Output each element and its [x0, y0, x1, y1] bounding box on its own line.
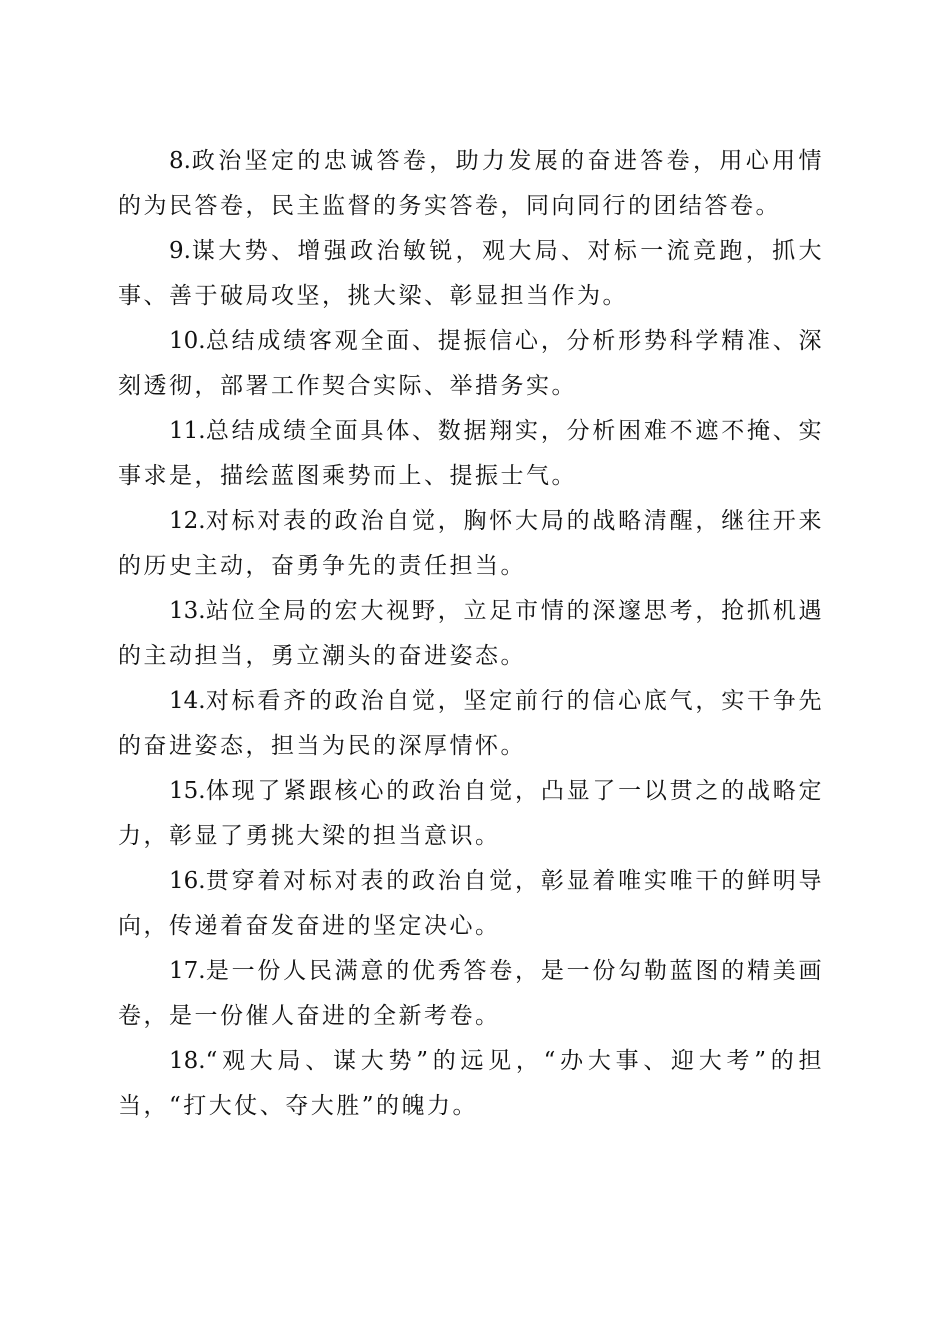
paragraph-text: 站位全局的宏大视野，立足市情的深邃思考，抢抓机遇的主动担当，勇立潮头的奋进姿态。 — [118, 598, 824, 669]
paragraph-12 — [118, 499, 824, 589]
paragraph-text: 贯穿着对标对表的政治自觉，彰显着唯实唯干的鲜明导向，传递着奋发奋进的坚定决心。 — [118, 868, 824, 939]
paragraph-8 — [118, 139, 824, 229]
paragraph-13 — [118, 589, 824, 679]
paragraph-number: 10. — [169, 328, 206, 354]
paragraph-text: 是一份人民满意的优秀答卷，是一份勾勒蓝图的精美画卷，是一份催人奋进的全新考卷。 — [118, 958, 824, 1029]
paragraph-number: 17. — [169, 958, 206, 984]
paragraph-18 — [118, 1039, 824, 1129]
paragraph-number: 16. — [169, 868, 206, 894]
paragraph-10 — [118, 319, 824, 409]
paragraph-text: 对标看齐的政治自觉，坚定前行的信心底气，实干争先的奋进姿态，担当为民的深厚情怀。 — [118, 688, 824, 759]
paragraph-number: 18. — [169, 1048, 206, 1074]
paragraph-15 — [118, 769, 824, 859]
paragraph-11 — [118, 409, 824, 499]
paragraph-number: 8. — [169, 148, 191, 174]
paragraph-number: 12. — [169, 508, 206, 534]
paragraph-number: 14. — [169, 688, 206, 714]
paragraph-number: 11. — [169, 418, 206, 444]
paragraph-14 — [118, 679, 824, 769]
paragraph-text: “观大局、谋大势”的远见，“办大事、迎大考”的担当，“打大仗、夺大胜”的魄力。 — [118, 1048, 824, 1119]
paragraph-text: 政治坚定的忠诚答卷，助力发展的奋进答卷，用心用情的为民答卷，民主监督的务实答卷，同向同行的团结答卷。 — [118, 148, 824, 219]
paragraph-17 — [118, 949, 824, 1039]
paragraph-number: 13. — [169, 598, 206, 624]
paragraph-number: 15. — [169, 778, 206, 804]
paragraph-9 — [118, 229, 824, 319]
paragraph-number: 9. — [169, 238, 191, 264]
paragraph-text: 谋大势、增强政治敏锐，观大局、对标一流竞跑，抓大事、善于破局攻坚，挑大梁、彰显担当作为。 — [118, 238, 824, 309]
paragraph-text: 体现了紧跟核心的政治自觉，凸显了一以贯之的战略定力，彰显了勇挑大梁的担当意识。 — [118, 778, 824, 849]
paragraph-16 — [118, 859, 824, 949]
paragraph-text: 总结成绩客观全面、提振信心，分析形势科学精准、深刻透彻，部署工作契合实际、举措务实。 — [118, 328, 824, 399]
document-body — [118, 139, 824, 1129]
paragraph-text: 总结成绩全面具体、数据翔实，分析困难不遮不掩、实事求是，描绘蓝图乘势而上、提振士气。 — [118, 418, 824, 489]
paragraph-text: 对标对表的政治自觉，胸怀大局的战略清醒，继往开来的历史主动，奋勇争先的责任担当。 — [118, 508, 824, 579]
